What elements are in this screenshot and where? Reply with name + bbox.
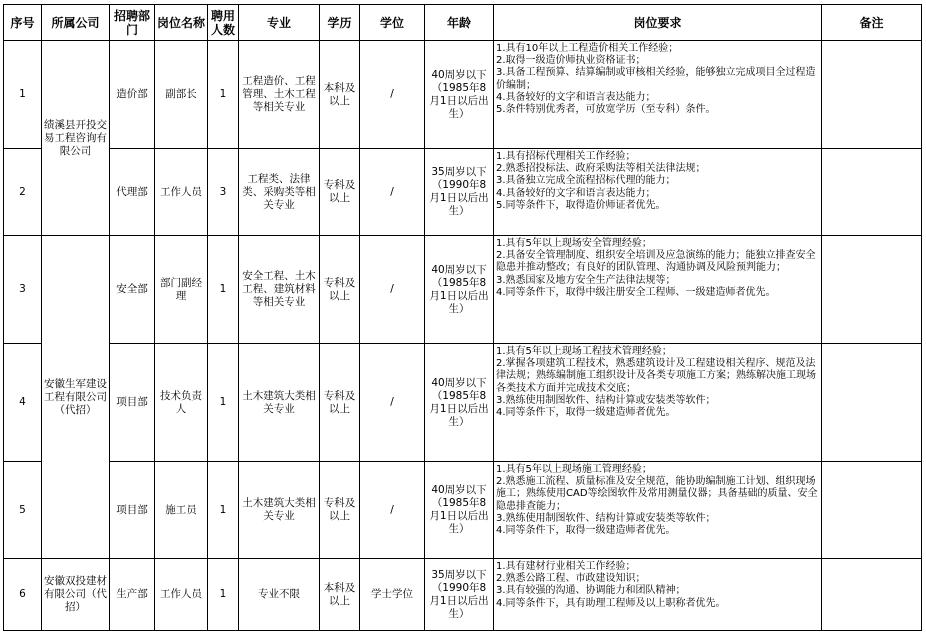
cell-major: 工程类、法律类、采购类等相关专业 — [239, 149, 320, 236]
cell-dept: 安全部 — [110, 236, 155, 344]
cell-count: 1 — [208, 344, 239, 462]
cell-remarks — [822, 559, 922, 631]
cell-edu: 专科及以上 — [320, 344, 360, 462]
table-row — [4, 344, 922, 462]
requirement-line: 3.具备工程预算、结算编制或审核相关经验，能够独立完成项目全过程造价编制； — [496, 67, 816, 91]
cell-company: 绩溪县开投交易工程咨询有限公司 — [42, 41, 110, 236]
cell-count: 1 — [208, 462, 239, 559]
cell-requirements — [494, 149, 822, 236]
header-degree: 学位 — [360, 5, 425, 41]
requirement-line: 2.熟悉公路工程、市政建设知识； — [496, 573, 646, 585]
cell-requirements — [494, 236, 822, 344]
requirement-line: 5.条件特别优秀者，可放宽学历（至专科）条件。 — [496, 104, 716, 116]
header-no: 序号 — [4, 5, 42, 41]
cell-count: 3 — [208, 149, 239, 236]
cell-degree: / — [360, 344, 425, 462]
cell-degree: / — [360, 236, 425, 344]
requirement-line: 3.具有较强的沟通、协调能力和团队精神； — [496, 585, 686, 597]
requirement-line: 2.取得一级造价师执业资格证书； — [496, 55, 646, 67]
table-row — [4, 236, 922, 344]
cell-edu: 本科及以上 — [320, 559, 360, 631]
cell-remarks — [822, 149, 922, 236]
cell-no: 2 — [4, 149, 42, 236]
requirement-line: 2.熟悉招投标法、政府采购法等相关法律法规； — [496, 163, 706, 175]
requirement-line: 4.同等条件下，具有助理工程师及以上职称者优先。 — [496, 597, 726, 609]
requirement-line: 4.具备较好的文字和语言表达能力； — [496, 187, 656, 199]
recruitment-table-sheet — [3, 4, 922, 631]
cell-edu: 专科及以上 — [320, 462, 360, 559]
cell-no: 5 — [4, 462, 42, 559]
requirement-line: 3.熟练使用制图软件、结构计算或安装类等软件； — [496, 394, 716, 406]
requirement-line: 1.具有10年以上工程造价相关工作经验； — [496, 43, 679, 54]
header-remarks: 备注 — [822, 5, 922, 41]
cell-edu: 本科及以上 — [320, 41, 360, 149]
cell-no: 6 — [4, 559, 42, 631]
cell-remarks — [822, 41, 922, 149]
cell-age: 40周岁以下（1985年8月1日以后出生） — [425, 236, 494, 344]
cell-title: 技术负责人 — [155, 344, 208, 462]
requirement-line: 4.同等条件下，取得一级建造师者优先。 — [496, 407, 676, 419]
cell-requirements — [494, 41, 822, 149]
cell-company: 安徽生军建设工程有限公司（代招） — [42, 236, 110, 559]
cell-company: 安徽双投建材有限公司（代招） — [42, 559, 110, 631]
cell-no: 3 — [4, 236, 42, 344]
cell-title: 工作人员 — [155, 559, 208, 631]
requirement-line: 2.掌握各项建筑工程技术，熟悉建筑设计及工程建设相关程序、规范及法律法规；熟练编制施工组织设计及各类专项施工方案；熟练解决施工现场各类技术方面并完成技术交底； — [496, 358, 816, 394]
cell-edu: 专科及以上 — [320, 236, 360, 344]
cell-no: 1 — [4, 41, 42, 149]
header-age: 年龄 — [425, 5, 494, 41]
cell-requirements — [494, 559, 822, 631]
cell-count: 1 — [208, 236, 239, 344]
cell-dept: 生产部 — [110, 559, 155, 631]
requirement-line: 1.具有建材行业相关工作经验； — [496, 561, 636, 572]
requirement-line: 4.同等条件下，取得中级注册安全工程师、一级建造师者优先。 — [496, 286, 776, 298]
cell-dept: 造价部 — [110, 41, 155, 149]
requirement-line: 4.具备较好的文字和语言表达能力； — [496, 91, 656, 103]
cell-remarks — [822, 236, 922, 344]
cell-dept: 项目部 — [110, 344, 155, 462]
cell-title: 施工员 — [155, 462, 208, 559]
cell-age: 40周岁以下（1985年8月1日以后出生） — [425, 41, 494, 149]
cell-age: 40周岁以下（1985年8月1日以后出生） — [425, 462, 494, 559]
cell-major: 工程造价、工程管理、土木工程等相关专业 — [239, 41, 320, 149]
cell-major: 土木建筑大类相关专业 — [239, 344, 320, 462]
requirement-line: 1.具有招标代理相关工作经验； — [496, 151, 636, 162]
table-row — [4, 462, 922, 559]
cell-dept: 项目部 — [110, 462, 155, 559]
table-row — [4, 41, 922, 149]
header-major: 专业 — [239, 5, 320, 41]
header-edu: 学历 — [320, 5, 360, 41]
cell-title: 副部长 — [155, 41, 208, 149]
requirement-line: 3.熟练使用制图软件、结构计算或安装类等软件； — [496, 512, 716, 524]
requirement-line: 1.具有5年以上现场工程技术管理经验； — [496, 346, 672, 357]
requirement-line: 1.具有5年以上现场施工管理经验； — [496, 464, 652, 475]
cell-requirements — [494, 462, 822, 559]
cell-age: 40周岁以下（1985年8月1日以后出生） — [425, 344, 494, 462]
cell-remarks — [822, 344, 922, 462]
cell-requirements — [494, 344, 822, 462]
cell-degree: / — [360, 41, 425, 149]
recruitment-table — [3, 4, 922, 631]
cell-degree: / — [360, 149, 425, 236]
cell-major: 土木建筑大类相关专业 — [239, 462, 320, 559]
requirement-line: 3.熟悉国家及地方安全生产法律法规等； — [496, 274, 676, 286]
cell-degree: / — [360, 462, 425, 559]
requirement-line: 4.同等条件下，取得一级建造师者优先。 — [496, 525, 676, 537]
requirement-line: 5.同等条件下，取得造价师证者优先。 — [496, 199, 666, 211]
cell-edu: 专科及以上 — [320, 149, 360, 236]
cell-major: 专业不限 — [239, 559, 320, 631]
cell-count: 1 — [208, 41, 239, 149]
header-company: 所属公司 — [42, 5, 110, 41]
requirement-line: 2.熟悉施工流程、质量标准及安全规范，能协助编制施工计划、组织现场施工；熟练使用CAD等绘图软件及常用测量仪器；具备基础的质量、安全隐患排查能力； — [496, 476, 818, 512]
cell-major: 安全工程、土木工程、建筑材料等相关专业 — [239, 236, 320, 344]
header-requirements: 岗位要求 — [494, 5, 822, 41]
cell-title: 部门副经理 — [155, 236, 208, 344]
cell-degree: 学士学位 — [360, 559, 425, 631]
cell-remarks — [822, 462, 922, 559]
cell-dept: 代理部 — [110, 149, 155, 236]
cell-age: 35周岁以下（1990年8月1日以后出生） — [425, 559, 494, 631]
header-row — [4, 5, 922, 41]
header-count: 聘用人数 — [208, 5, 239, 41]
requirement-line: 2.具备安全管理制度、组织安全培训及应急演练的能力；能独立排查安全隐患并推动整改；有良好的团队管理、沟通协调及风险预判能力； — [496, 250, 816, 274]
table-row — [4, 559, 922, 631]
cell-title: 工作人员 — [155, 149, 208, 236]
table-row — [4, 149, 922, 236]
requirement-line: 1.具有5年以上现场安全管理经验； — [496, 238, 652, 249]
cell-count: 1 — [208, 559, 239, 631]
requirement-line: 3.具备独立完成全流程招标代理的能力； — [496, 175, 676, 187]
cell-age: 35周岁以下（1990年8月1日以后出生） — [425, 149, 494, 236]
header-dept: 招聘部门 — [110, 5, 155, 41]
cell-no: 4 — [4, 344, 42, 462]
header-title: 岗位名称 — [155, 5, 208, 41]
